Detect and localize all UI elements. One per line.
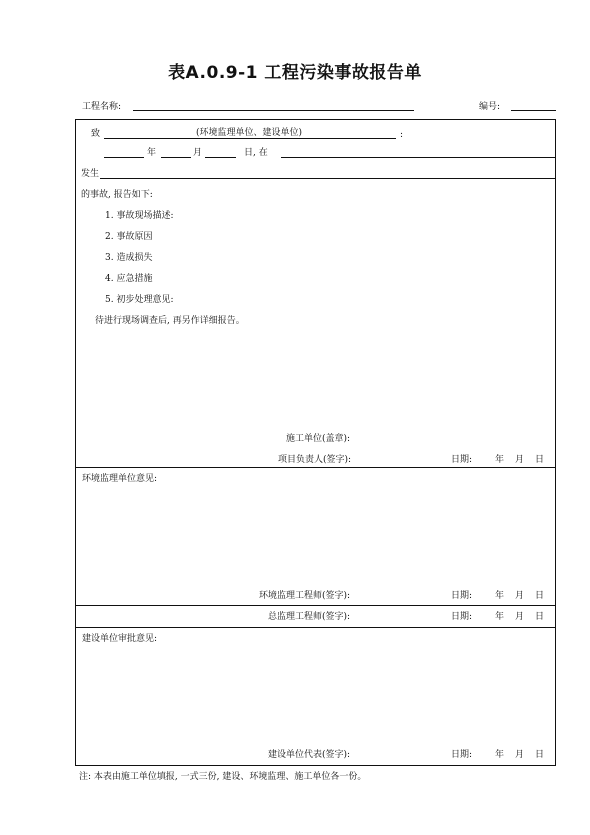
item-loss: 3. 造成损失 [105, 253, 153, 263]
section-divider [75, 627, 556, 628]
footnote: 注: 本表由施工单位填报, 一式三份, 建设、环境监理、施工单位各一份。 [79, 772, 367, 782]
recipient-hint: (环境监理单位、建设单位) [196, 128, 303, 138]
date-month: 月 [515, 612, 525, 622]
date-label: 日期: [451, 455, 473, 465]
date-day: 日 [535, 750, 545, 760]
recipient-colon: : [400, 130, 404, 140]
date-day: 日 [535, 612, 545, 622]
incident-field[interactable] [100, 178, 556, 179]
occur-label: 发生 [81, 169, 100, 179]
item-handling: 5. 初步处理意见: [105, 295, 174, 305]
date-label: 日期: [451, 591, 473, 601]
date-month: 月 [515, 455, 525, 465]
date-year: 年 [495, 591, 505, 601]
env-section-title: 环境监理单位意见: [82, 474, 158, 484]
owner-rep-sign: 建设单位代表(签字): [268, 750, 351, 760]
report-closing: 待进行现场调查后, 再另作详细报告。 [95, 316, 245, 326]
number-field[interactable] [511, 110, 556, 111]
report-intro: 的事故, 报告如下: [81, 190, 153, 200]
form-title: 表A.0.9-1 工程污染事故报告单 [168, 63, 422, 83]
owner-section-title: 建设单位审批意见: [82, 634, 158, 644]
year-label: 年 [147, 148, 157, 158]
project-name-field[interactable] [133, 110, 414, 111]
date-month: 月 [515, 591, 525, 601]
day-at-label: 日, 在 [244, 148, 268, 158]
project-name-label: 工程名称: [82, 102, 122, 112]
unit-seal-label: 施工单位(盖章): [286, 434, 351, 444]
date-month: 月 [515, 750, 525, 760]
date-year: 年 [495, 612, 505, 622]
month-field[interactable] [161, 157, 191, 158]
section-divider [75, 467, 556, 468]
pm-sign-label: 项目负责人(签字): [278, 455, 352, 465]
item-cause: 2. 事故原因 [105, 232, 153, 242]
date-day: 日 [535, 591, 545, 601]
location-field[interactable] [281, 157, 556, 158]
chief-engineer-sign: 总监理工程师(签字): [268, 612, 351, 622]
date-label: 日期: [451, 750, 473, 760]
date-label: 日期: [451, 612, 473, 622]
item-description: 1. 事故现场描述: [105, 211, 174, 221]
to-label: 致 [91, 129, 101, 139]
month-label: 月 [193, 148, 203, 158]
year-field[interactable] [104, 157, 144, 158]
item-emergency: 4. 应急措施 [105, 274, 153, 284]
env-engineer-sign: 环境监理工程师(签字): [259, 591, 351, 601]
date-day: 日 [535, 455, 545, 465]
date-year: 年 [495, 750, 505, 760]
row-divider [75, 605, 556, 606]
day-field[interactable] [205, 157, 236, 158]
number-label: 编号: [479, 102, 501, 112]
date-year: 年 [495, 455, 505, 465]
